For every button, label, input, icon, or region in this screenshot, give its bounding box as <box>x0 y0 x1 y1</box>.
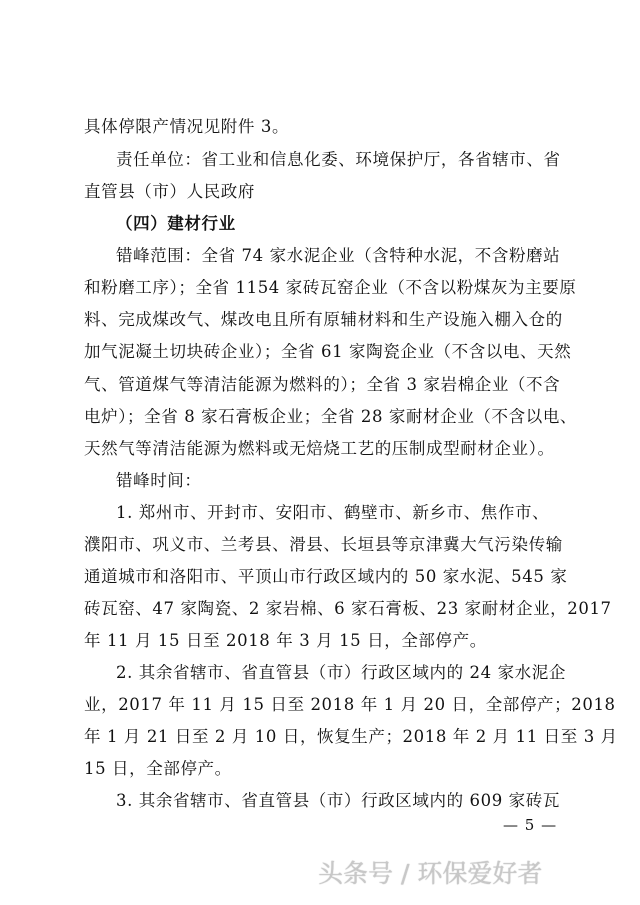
text-line-21: 15 日，全部停产。 <box>84 759 232 778</box>
text-line-19: 业，2017 年 11 月 15 日至 2018 年 1 月 20 日，全部停产；2018 <box>84 695 616 714</box>
text-line-13: 1. 郑州市、开封市、安阳市、鹤壁市、新乡市、焦作市、 <box>116 503 550 522</box>
text-line-10: 电炉）；全省 8 家石膏板企业；全省 28 家耐材企业（不含以电、 <box>84 407 578 426</box>
text-line-20: 年 1 月 21 日至 2 月 10 日，恢复生产；2018 年 2 月 11 日至 3 月 <box>84 727 618 746</box>
text-line-17: 年 11 月 15 日至 2018 年 3 月 15 日，全部停产。 <box>84 631 487 650</box>
text-line-18: 2. 其余省辖市、省直管县（市）行政区域内的 24 家水泥企 <box>116 663 566 682</box>
page-number: — 5 — <box>503 816 558 834</box>
text-line-8: 加气泥凝土切块砖企业）；全省 61 家陶瓷企业（不含以电、天然 <box>84 342 572 361</box>
text-line-9: 气、管道煤气等清洁能源为燃料的）；全省 3 家岩棉企业（不含 <box>84 375 561 394</box>
watermark: 头条号 / 环保爱好者 <box>318 859 543 888</box>
text-line-5: 错峰范围：全省 74 家水泥企业（含特种水泥，不含粉磨站 <box>116 246 561 265</box>
text-line-14: 濮阳市、巩义市、兰考县、滑县、长垣县等京津冀大气污染传输 <box>84 535 563 554</box>
section-heading: （四）建材行业 <box>116 214 236 233</box>
text-line-16: 砖瓦窑、47 家陶瓷、2 家岩棉、6 家石膏板、23 家耐材企业，2017 <box>84 599 612 618</box>
text-line-22: 3. 其余省辖市、省直管县（市）行政区域内的 609 家砖瓦 <box>116 791 560 810</box>
text-line-15: 通道城市和洛阳市、平顶山市行政区域内的 50 家水泥、545 家 <box>84 567 568 586</box>
text-line-6: 和粉磨工序）；全省 1154 家砖瓦窑企业（不含以粉煤灰为主要原 <box>84 278 577 297</box>
text-line-1: 具体停限产情况见附件 3。 <box>84 117 290 136</box>
text-line-12: 错峰时间： <box>116 471 202 490</box>
text-line-7: 料、完成煤改气、煤改电且所有原辅材料和生产设施入棚入仓的 <box>84 310 563 329</box>
text-line-11: 天然气等清洁能源为燃料或无焙烧工艺的压制成型耐材企业）。 <box>84 439 555 458</box>
text-line-3: 直管县（市）人民政府 <box>84 182 255 201</box>
text-line-2: 责任单位：省工业和信息化委、环境保护厅，各省辖市、省 <box>116 150 561 169</box>
